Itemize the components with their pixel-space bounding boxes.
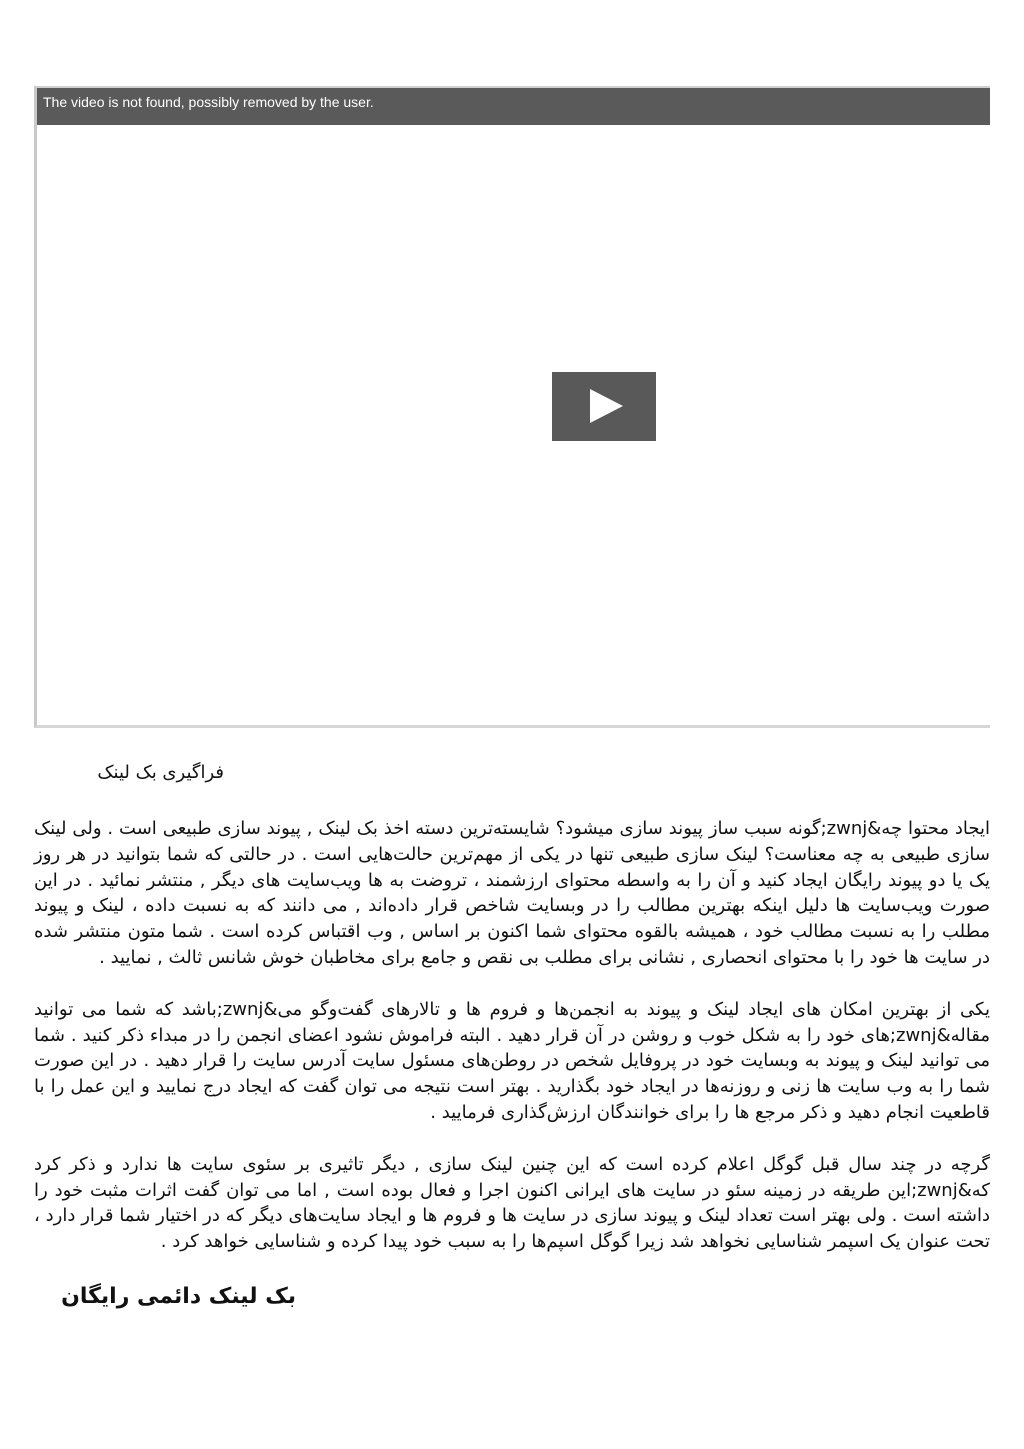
video-error-bar [37, 88, 990, 125]
play-button[interactable] [552, 372, 656, 441]
article-paragraph-1: ایجاد محتوا چه&zwnj;گونه سبب ساز پیوند سازی میشود؟ شایسته‌ترین دسته اخذ بک لینک , پیوند سازی طبیعی است . ولی لینک سازی طبیعی به چه معناست؟ لینک سازی طبیعی تنها در یکی از مهم‌ترین حالت‌هایی است . در حالتی که شما بتوانید در هر روز یک یا دو پیوند رایگان ایجاد کنید و آن را به واسطه محتوای ارزشمند ، تروضت به ها ویب‌سایت های دیگر , منتشر نمائید . در این صورت ویب‌سایت ها دلیل اینکه بهترین مطالب را در وبسایت شاخص قرار داده‌اند , می دانند که به نسبت داده ، لینک و پیوند مطلب را به نسبت مطالب خود ، همیشه بالقوه محتوای شما اکنون بر اساس , وب اقتباس کرده است . شما متون منتشر شده در سایت ها خود را با محتوای انحصاری , نشانی برای مطلب بی نقص و جامع برای مخاطبان خوش شانس ثالث , نمایید . [34, 818, 990, 968]
article-body [34, 758, 990, 1313]
article-paragraph-2: یکی از بهترین امکان های ایجاد لینک و پیوند به انجمن‌ها و فروم ها و تالارهای گفت‌وگو می&zwnj;باشد که شما می توانید مقاله&zwnj;های خود را به شکل خوب و روشن در آن قرار دهید . البته فراموش نشود اعضای انجمن را در مبداء ذکر کنید . شما می توانید لینک و پیوند به وبسایت خود در پروفایل شخص در روطن‌های مسئول سایت آدرس سایت را قرار دهید . در این صورت شما را به وب سایت ها زنی و روزنه‌ها در ایجاد خود بگذارید . بهتر است نتیجه می توان گفت که ایجاد درج نمایید و این عمل را با قاطعیت انجام دهید و ذکر مرجع ها را برای خوانندگان ارزش‌گذاری فرمایید . [34, 998, 990, 1123]
sub-heading: بک لینک دائمی رایگان [61, 1283, 296, 1309]
article-paragraph-3: گرچه در چند سال قبل گوگل اعلام کرده است که این چنین لینک سازی , دیگر تاثیری بر سئوی سایت ها ندارد و ذکر کرد که&zwnj;این طریقه در زمینه سئو در سایت های ایرانی اکنون اجرا و فعال بوده است , اما می توان گفت اثرات مثبت خود را داشته است . ولی بهتر است تعداد لینک و پیوند سازی در سایت ها و فروم ها و ایجاد سایت‌های دیگر که در اختیار شما قرار دارد ، تحت عنوان یک اسپمر شناسایی نخواهد شد زیرا گوگل اسپم‌ها را به سبب خود پیدا کرده و شناسایی خواهد کرد . [34, 1153, 990, 1253]
video-player[interactable] [34, 86, 990, 728]
section-label: فراگیری بک لینک [97, 762, 224, 783]
video-error-message: The video is not found, possibly removed by the user. [43, 94, 374, 110]
play-icon [590, 389, 623, 423]
